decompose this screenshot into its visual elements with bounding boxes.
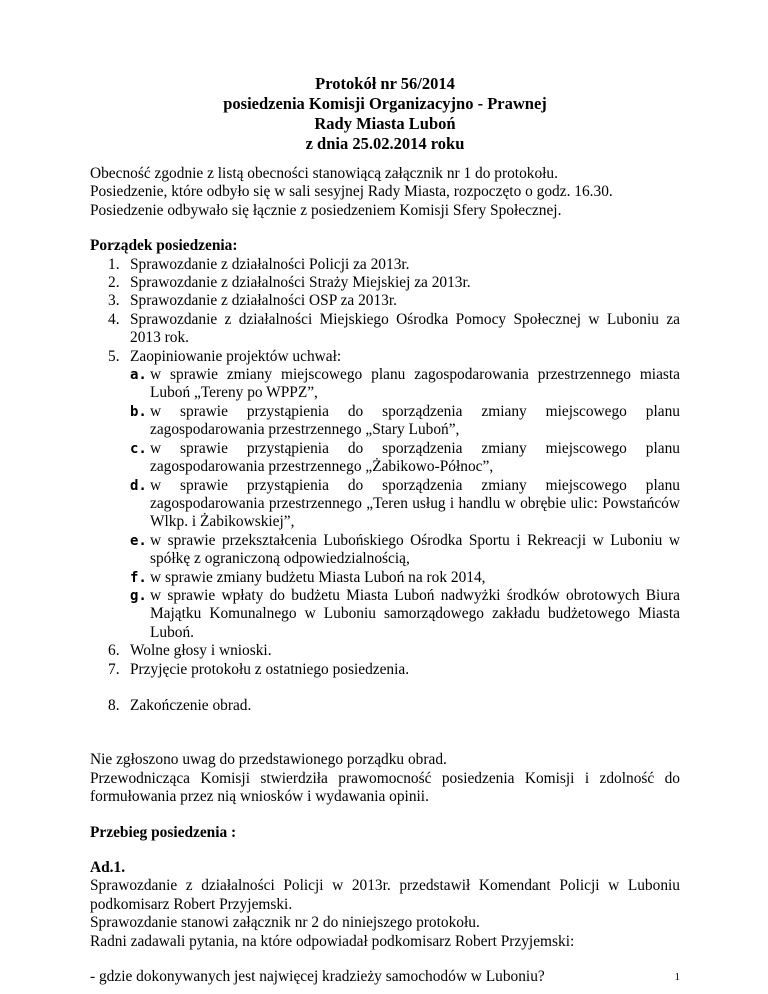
remark-line-1: Nie zgłoszono uwag do przedstawionego porządku obrad. — [90, 751, 447, 769]
document-title — [90, 74, 680, 154]
agenda-item: 5. Zaopiniowanie projektów uchwał: a. w sprawie zmiany miejscowego planu zagospodarowania przestrzennego miasta Luboń „Tereny po WPPZ”, b. w sprawie przystąpienia do sporządzenia zmiany miejscowego planu zagospodarowania przestrzennego „Stary Luboń”, c. w sprawie przystąpienia do sporządzenia zmiany miejscowego planu zagospodarowania przestrzennego „Żabikowo-Północ”, d. w sprawie przystąpienia do sporządzenia zmiany miejscowego planu zagospodarowania przestrzennego „Teren usług i handlu w obrębie ulic: Powstańców Wlkp. i Żabikowskiej”, e. w sprawie przekształcenia Lubońskiego Ośrodka Sportu i Rekreacji w Luboniu w spółkę z ograniczoną odpowiedzialnością, f. w sprawie zmiany budżetu Miasta Luboń na rok 2014, g. w sprawie wpłaty do budżetu Miasta Luboń nadwyżki środków obrotowych Biura Majątku Komunalnego w Luboniu samorządowego zakładu budżetowego Miasta Luboń. — [108, 347, 680, 641]
resolution-item: a. w sprawie zmiany miejscowego planu zagospodarowania przestrzennego miasta Luboń „Tereny po WPPZ”, — [130, 366, 680, 402]
agenda-item: 4. Sprawozdanie z działalności Miejskiego Ośrodka Pomocy Społecznej w Luboniu za 2013 rok. — [108, 310, 680, 347]
title-line-2: posiedzenia Komisji Organizacyjno - Prawnej — [223, 94, 547, 113]
intro-line-2: Posiedzenie, które odbyło się w sali sesyjnej Rady Miasta, rozpoczęto o godz. 16.30. — [90, 183, 613, 201]
intro-line-3: Posiedzenie odbywało się łącznie z posiedzeniem Komisji Sfery Społecznej. — [90, 201, 562, 219]
title-line-3: Rady Miasta Luboń — [314, 114, 456, 133]
resolution-item: g. w sprawie wpłaty do budżetu Miasta Luboń nadwyżki środków obrotowych Biura Majątku Komunalnego w Luboniu samorządowego zakładu budżetowego Miasta Luboń. — [130, 586, 680, 641]
agenda-list — [90, 256, 680, 716]
question-line: - gdzie dokonywanych jest najwięcej kradzieży samochodów w Luboniu? — [90, 968, 545, 986]
agenda-heading: Porządek posiedzenia: — [90, 237, 238, 255]
document-body — [90, 165, 680, 986]
agenda-item: 3. Sprawozdanie z działalności OSP za 2013r. — [108, 292, 397, 310]
agenda-item: 2. Sprawozdanie z działalności Straży Miejskiej za 2013r. — [108, 274, 471, 292]
proceedings-heading: Przebieg posiedzenia : — [90, 823, 237, 841]
title-line-4: z dnia 25.02.2014 roku — [305, 134, 465, 153]
resolution-item: f. w sprawie zmiany budżetu Miasta Luboń na rok 2014, — [130, 568, 486, 586]
title-line-1: Protokół nr 56/2014 — [315, 74, 455, 93]
ad1-heading: Ad.1. — [90, 859, 126, 876]
ad1-paragraph-3: Radni zadawali pytania, na które odpowiadał podkomisarz Robert Przyjemski: — [90, 932, 575, 950]
ad1-paragraph-2: Sprawozdanie stanowi załącznik nr 2 do niniejszego protokołu. — [90, 914, 480, 932]
resolution-item: d. w sprawie przystąpienia do sporządzenia zmiany miejscowego planu zagospodarowania przestrzennego „Teren usług i handlu w obrębie ulic: Powstańców Wlkp. i Żabikowskiej”, — [130, 476, 680, 531]
resolution-item: c. w sprawie przystąpienia do sporządzenia zmiany miejscowego planu zagospodarowania przestrzennego „Żabikowo-Północ”, — [130, 439, 680, 476]
remark-line-2: Przewodnicząca Komisji stwierdziła prawomocność posiedzenia Komisji i zdolność do formułowania przez nią wniosków i wydawania opinii. — [90, 769, 680, 806]
intro-line-1: Obecność zgodnie z listą obecności stanowiącą załącznik nr 1 do protokołu. — [90, 165, 558, 182]
resolution-item: b. w sprawie przystąpienia do sporządzenia zmiany miejscowego planu zagospodarowania przestrzennego „Stary Luboń”, — [130, 402, 680, 439]
agenda-item: 6. Wolne głosy i wnioski. — [108, 642, 272, 660]
resolution-sublist — [130, 366, 680, 642]
resolution-item: e. w sprawie przekształcenia Lubońskiego Ośrodka Sportu i Rekreacji w Luboniu w spółkę z ograniczoną odpowiedzialnością, — [130, 531, 680, 568]
page-number: 1 — [674, 971, 680, 983]
agenda-item: 7. Przyjęcie protokołu z ostatniego posiedzenia. — [108, 660, 410, 678]
ad1-paragraph-1: Sprawozdanie z działalności Policji w 2013r. przedstawił Komendant Policji w Luboniu podkomisarz Robert Przyjemski. — [90, 877, 680, 913]
agenda-item: 1. Sprawozdanie z działalności Policji za 2013r. — [108, 255, 410, 273]
agenda-item: 8. Zakończenie obrad. — [108, 696, 252, 714]
